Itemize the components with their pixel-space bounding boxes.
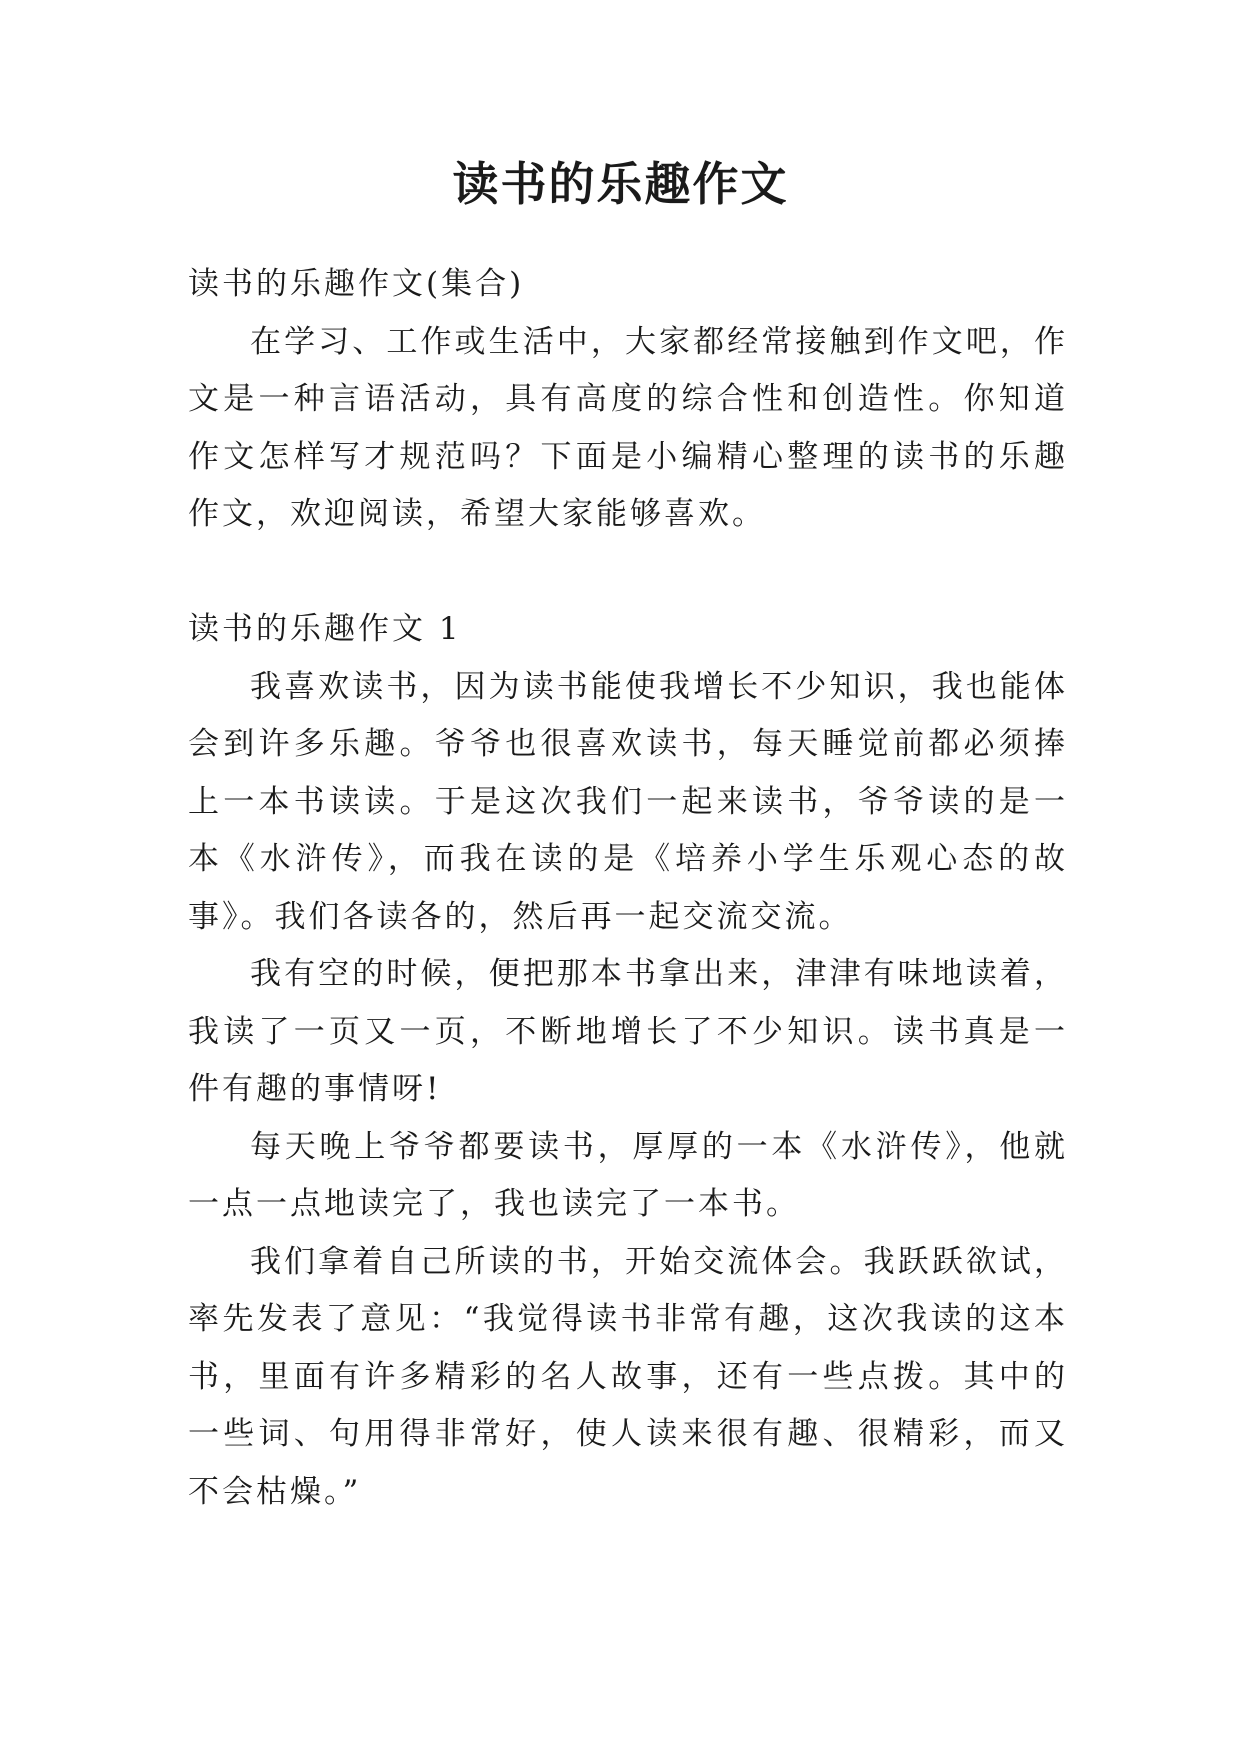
paragraph-spacer: [188, 544, 1068, 602]
section-heading: 读书的乐趣作文 1: [188, 611, 462, 647]
body-paragraph: 我有空的时候，便把那本书拿出来，津津有味地读着，我读了一页又一页，不断地增长了不少知识。读书真是一件有趣的事情呀!: [188, 956, 1068, 1107]
intro-paragraph: 在学习、工作或生活中，大家都经常接触到作文吧，作文是一种言语活动，具有高度的综合性和创造性。你知道作文怎样写才规范吗？下面是小编精心整理的读书的乐趣作文，欢迎阅读，希望大家能够喜欢。: [188, 323, 1068, 532]
body-paragraph: 我们拿着自己所读的书，开始交流体会。我跃跃欲试，率先发表了意见：“我觉得读书非常有趣，这次我读的这本书，里面有许多精彩的名人故事，还有一些点拨。其中的一些词、句用得非常好，使人读来很有趣、很精彩，而又不会枯燥。”: [188, 1243, 1068, 1510]
body-paragraph: 每天晚上爷爷都要读书，厚厚的一本《水浒传》，他就一点一点地读完了，我也读完了一本书。: [188, 1128, 1068, 1222]
document-body: [188, 256, 1068, 1521]
document-title: 读书的乐趣作文: [452, 157, 789, 211]
body-paragraph: 我喜欢读书，因为读书能使我增长不少知识，我也能体会到许多乐趣。爷爷也很喜欢读书，每天睡觉前都必须捧上一本书读读。于是这次我们一起来读书，爷爷读的是一本《水浒传》，而我在读的是《培养小学生乐观心态的故事》。我们各读各的，然后再一起交流交流。: [188, 668, 1068, 935]
collection-subtitle: 读书的乐趣作文(集合): [188, 266, 525, 302]
